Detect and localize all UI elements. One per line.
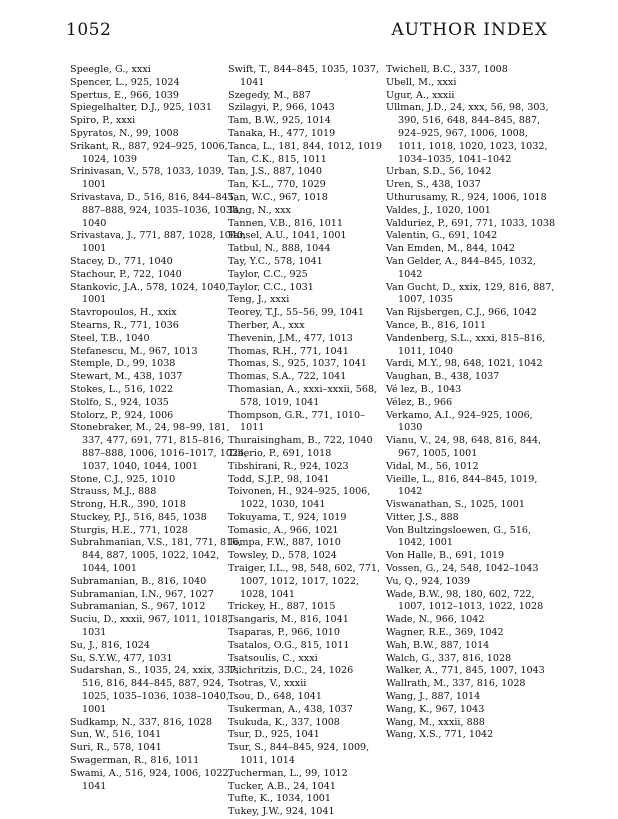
index-entry: Tanaka, H., 477, 1019 <box>228 127 336 139</box>
index-entry: Tsichritzis, D.C., 24, 1026 <box>228 665 354 677</box>
index-entry: Teorey, T.J., 55–56, 99, 1041 <box>228 307 364 319</box>
index-entry: Walch, G., 337, 816, 1028 <box>386 652 512 664</box>
index-entry: Von Halle, B., 691, 1019 <box>386 550 505 562</box>
index-entry: Vé lez, B., 1043 <box>386 383 462 395</box>
index-entry: Vianu, V., 24, 98, 648, 816, 844, 967, 1005, 1001 <box>386 435 542 459</box>
index-entry: Tan, K-L., 770, 1029 <box>228 179 326 191</box>
index-entry: Tam, B.W., 925, 1014 <box>228 115 331 127</box>
index-entry: Thomas, S.A., 722, 1041 <box>228 371 347 383</box>
index-entry: Vaughan, B., 438, 1037 <box>386 371 500 383</box>
index-entry: Wang, K., 967, 1043 <box>386 703 485 715</box>
index-entry: Wade, B.W., 98, 180, 602, 722, 1007, 1012–1013, 1022, 1028 <box>386 588 544 613</box>
index-entry: Ugur, A., xxxii <box>386 89 455 101</box>
index-entry: Tang, N., xxx <box>228 204 291 216</box>
index-entry: Van Gelder, A., 844–845, 1032, 1042 <box>386 255 536 280</box>
index-entry: Vardi, M.Y., 98, 648, 1021, 1042 <box>386 358 543 370</box>
index-entry: Stachour, P., 722, 1040 <box>70 268 182 280</box>
index-entry: Subrahmanian, V.S., 181, 771, 816, 844, 887, 1005, 1022, 1042, 1044, 1001 <box>70 537 242 575</box>
index-entry: Todd, S.J.P., 98, 1041 <box>228 473 330 485</box>
index-entry: Sudarshan, S., 1035, 24, xxix, 337, 516, 816, 844–845, 887, 924, 1025, 1035–1036, 1038–1040, 1001 <box>70 665 240 715</box>
index-entry: Van Emden, M., 844, 1042 <box>386 243 515 255</box>
index-entry: Tsukerman, A., 438, 1037 <box>228 703 353 715</box>
index-entry: Tompa, F.W., 887, 1010 <box>228 537 341 549</box>
index-entry: Srinivasan, V., 578, 1033, 1039, 1001 <box>70 166 225 191</box>
index-entry: Vossen, G., 24, 548, 1042–1043 <box>386 563 539 575</box>
index-entry: Stefanescu, M., 967, 1013 <box>70 345 198 357</box>
index-entry: Vance, B., 816, 1011 <box>386 319 487 331</box>
index-entry: Stonebraker, M., 24, 98–99, 181, 337, 477, 691, 771, 815–816, 887–888, 1006, 1016–1017, 1024, 1037, 1040, 1044, 1001 <box>70 422 248 472</box>
index-entry: Spiro, P., xxxi <box>70 115 136 127</box>
index-entry: Valduriez, P., 691, 771, 1033, 1038 <box>386 217 556 229</box>
index-entry: Wallrath, M., 337, 816, 1028 <box>386 678 526 690</box>
index-entry: Taylor, C.C., 1031 <box>228 281 314 293</box>
index-entry: Vieille, L., 816, 844–845, 1019, 1042 <box>386 473 538 498</box>
index-entry: Speegle, G., xxxi <box>70 64 151 75</box>
index-entry: Tsaparas, P., 966, 1010 <box>228 627 341 639</box>
index-entry: Su, J., 816, 1024 <box>70 639 150 651</box>
index-entry: Tucker, A.B., 24, 1041 <box>228 780 336 792</box>
index-entry: Ullman, J.D., 24, xxx, 56, 98, 303, 390, 516, 648, 844–845, 887, 924–925, 967, 1006, 1008, 1011, 1018, 1020, 1023, 1032, 1034–1035, 1041–1042 <box>386 102 549 165</box>
index-column-3 <box>386 64 556 742</box>
index-entry: Tsatalos, O.G., 815, 1011 <box>228 639 350 651</box>
index-entry: Tufte, K., 1034, 1001 <box>228 793 332 805</box>
index-entry: Tan, W.C., 967, 1018 <box>228 191 328 203</box>
index-entry: Tsatsoulis, C., xxxi <box>228 652 318 664</box>
index-entry: Wang, M., xxxii, 888 <box>386 716 485 728</box>
index-entry: Tsur, D., 925, 1041 <box>228 729 320 741</box>
index-entry: Verkamo, A.I., 924–925, 1006, 1030 <box>386 409 533 434</box>
index-entry: Suri, R., 578, 1041 <box>70 742 162 754</box>
index-column-1 <box>70 64 248 793</box>
index-entry: Stewart, M., 438, 1037 <box>70 371 183 383</box>
index-entry: Vandenberg, S.L., xxxi, 815–816, 1011, 1040 <box>386 332 546 357</box>
index-entry: Subramanian, S., 967, 1012 <box>70 601 206 613</box>
index-entry: Tan, C.K., 815, 1011 <box>228 153 327 165</box>
index-entry: Toivonen, H., 924–925, 1006, 1022, 1030, 1041 <box>228 486 371 511</box>
index-entry: Vidal, M., 56, 1012 <box>386 460 479 472</box>
index-entry: Thuraisingham, B., 722, 1040 <box>228 435 373 447</box>
index-entry: Stemple, D., 99, 1038 <box>70 358 176 370</box>
index-entry: Tiberio, P., 691, 1018 <box>228 447 332 459</box>
index-entry: Swift, T., 844–845, 1035, 1037, 1041 <box>228 64 379 88</box>
index-entry: Srivastava, D., 516, 816, 844–845, 887–888, 924, 1035–1036, 1038, 1040 <box>70 191 242 229</box>
index-entry: Swami, A., 516, 924, 1006, 1022, 1041 <box>70 767 232 792</box>
index-entry: Spyratos, N., 99, 1008 <box>70 127 179 139</box>
index-entry: Tan, J.S., 887, 1040 <box>228 166 323 178</box>
index-entry: Valentin, G., 691, 1042 <box>386 230 498 242</box>
index-entry: Suciu, D., xxxii, 967, 1011, 1018, 1031 <box>70 614 231 639</box>
index-entry: Trickey, H., 887, 1015 <box>228 601 336 613</box>
index-entry: Tsangaris, M., 816, 1041 <box>228 614 349 626</box>
index-entry: Stavropoulos, H., xxix <box>70 307 177 319</box>
index-entry: Tsukuda, K., 337, 1008 <box>228 716 340 728</box>
index-entry: Tibshirani, R., 924, 1023 <box>228 460 349 472</box>
index-entry: Szegedy, M., 887 <box>228 89 311 101</box>
index-entry: Towsley, D., 578, 1024 <box>228 550 337 562</box>
index-entry: Subramanian, I.N., 967, 1027 <box>70 588 214 600</box>
index-entry: Stone, C.J., 925, 1010 <box>70 473 176 485</box>
index-entry: Stolfo, S., 924, 1035 <box>70 396 169 408</box>
index-entry: Stuckey, P.J., 516, 845, 1038 <box>70 511 207 523</box>
index-entry: Ubell, M., xxxi <box>386 76 457 88</box>
index-entry: Spiegelhalter, D.J., 925, 1031 <box>70 102 212 114</box>
index-entry: Vitter, J.S., 888 <box>386 511 459 523</box>
index-entry: Spencer, L., 925, 1024 <box>70 76 180 88</box>
index-entry: Stankovic, J.A., 578, 1024, 1040, 1001 <box>70 281 229 306</box>
index-entry: Subramanian, B., 816, 1040 <box>70 575 207 587</box>
index-entry: Tomasic, A., 966, 1021 <box>228 524 339 536</box>
index-entry: Strong, H.R., 390, 1018 <box>70 499 186 511</box>
index-entry: Tsou, D., 648, 1041 <box>228 691 323 703</box>
index-entry: Therber, A., xxx <box>228 319 305 331</box>
index-entry: Taylor, C.C., 925 <box>228 268 308 280</box>
index-entry: Wang, J., 887, 1014 <box>386 691 481 703</box>
index-entry: Thomas, R.H., 771, 1041 <box>228 345 349 357</box>
index-entry: Vu, Q., 924, 1039 <box>386 575 470 587</box>
index-entry: Wagner, R.E., 369, 1042 <box>386 627 504 639</box>
index-entry: Vélez, B., 966 <box>386 396 453 408</box>
index-entry: Steel, T.B., 1040 <box>70 332 150 344</box>
index-entry: Thomas, S., 925, 1037, 1041 <box>228 358 367 370</box>
index-entry: Stolorz, P., 924, 1006 <box>70 409 174 421</box>
index-entry: Traiger, I.L., 98, 548, 602, 771, 1007, 1012, 1017, 1022, 1028, 1041 <box>228 563 381 600</box>
index-entry: Twichell, B.C., 337, 1008 <box>386 64 508 75</box>
index-entry: Sun, W., 516, 1041 <box>70 729 162 741</box>
index-entry: Viswanathan, S., 1025, 1001 <box>386 499 525 511</box>
index-entry: Tay, Y.C., 578, 1041 <box>228 255 323 267</box>
index-entry: Teng, J., xxxi <box>228 294 290 306</box>
index-entry: Walker, A., 771, 845, 1007, 1043 <box>386 665 545 677</box>
index-entry: Uthurusamy, R., 924, 1006, 1018 <box>386 191 547 203</box>
index-entry: Tsotras, V., xxxii <box>228 678 307 690</box>
index-entry: Sudkamp, N., 337, 816, 1028 <box>70 716 212 728</box>
index-entry: Srikant, R., 887, 924–925, 1006, 1024, 1039 <box>70 140 228 165</box>
index-entry: Tanca, L., 181, 844, 1012, 1019 <box>228 140 383 152</box>
index-entry: Stearns, R., 771, 1036 <box>70 319 179 331</box>
index-entry: Van Gucht, D., xxix, 129, 816, 887, 1007, 1035 <box>386 281 555 306</box>
running-head: AUTHOR INDEX <box>391 20 548 40</box>
index-entry: Tukey, J.W., 924, 1041 <box>228 806 335 818</box>
index-entry: Srivastava, J., 771, 887, 1028, 1040, 1001 <box>70 230 247 255</box>
index-entry: Thompson, G.R., 771, 1010–1011 <box>228 409 365 434</box>
index-entry: Von Bultzingsloewen, G., 516, 1042, 1001 <box>386 524 532 549</box>
index-entry: Su, S.Y.W., 477, 1031 <box>70 652 173 664</box>
index-entry: Wade, N., 966, 1042 <box>386 614 485 626</box>
index-entry: Tsur, S., 844–845, 924, 1009, 1011, 1014 <box>228 742 370 767</box>
index-entry: Wang, X.S., 771, 1042 <box>386 729 494 741</box>
index-entry: Tucherman, L., 99, 1012 <box>228 767 348 779</box>
index-entry: Swagerman, R., 816, 1011 <box>70 755 200 767</box>
page-number: 1052 <box>66 20 112 40</box>
index-entry: Stokes, L., 516, 1022 <box>70 383 174 395</box>
index-entry: Strauss, M.J., 888 <box>70 486 157 498</box>
index-entry: Van Rijsbergen, C.J., 966, 1042 <box>386 307 537 319</box>
index-entry: Valdes, J., 1020, 1001 <box>386 204 491 216</box>
index-entry: Stacey, D., 771, 1040 <box>70 255 173 267</box>
index-entry: Wah, B.W., 887, 1014 <box>386 639 490 651</box>
index-entry: Sturgis, H.E., 771, 1028 <box>70 524 188 536</box>
index-column-2 <box>228 64 388 819</box>
index-entry: Szilagyi, P., 966, 1043 <box>228 102 335 114</box>
index-entry: Spertus, E., 966, 1039 <box>70 89 180 101</box>
index-entry: Tokuyama, T., 924, 1019 <box>228 511 347 523</box>
index-entry: Urban, S.D., 56, 1042 <box>386 166 492 178</box>
index-entry: Thomasian, A., xxxi–xxxii, 568, 578, 1019, 1041 <box>228 383 378 408</box>
index-entry: Tansel, A.U., 1041, 1001 <box>228 230 347 242</box>
index-entry: Tannen, V.B., 816, 1011 <box>228 217 344 229</box>
index-entry: Tatbul, N., 888, 1044 <box>228 243 331 255</box>
index-entry: Uren, S., 438, 1037 <box>386 179 481 191</box>
index-entry: Thevenin, J.M., 477, 1013 <box>228 332 353 344</box>
